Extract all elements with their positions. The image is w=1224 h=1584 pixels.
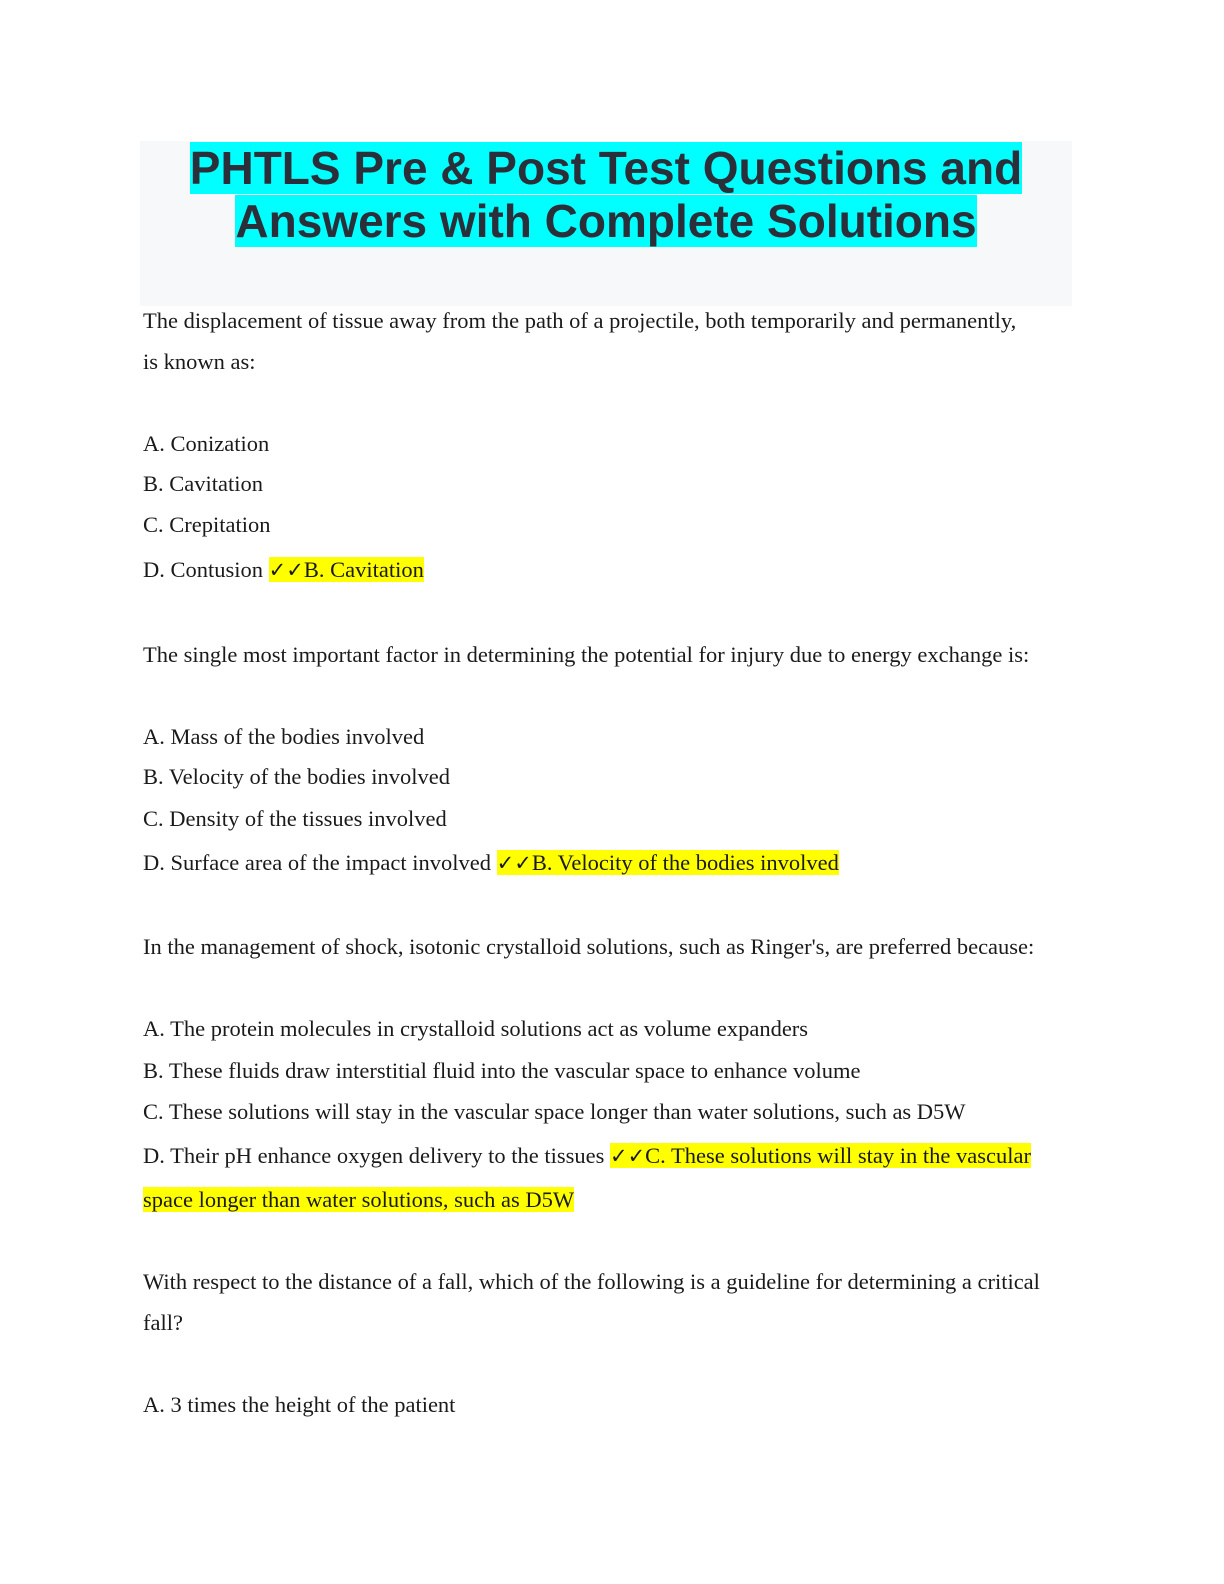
question-2-option-b: B. Velocity of the bodies involved — [143, 764, 451, 789]
title-line-1: PHTLS Pre & Post Test Questions and — [189, 142, 1023, 194]
question-2-text-line-1: The single most important factor in determining the potential for injury due to energy exchange is: — [143, 642, 1030, 667]
question-3-answer-text-1: C. These solutions will stay in the vascular — [645, 1143, 1031, 1168]
question-3-option-c: C. These solutions will stay in the vascular space longer than water solutions, such as D5W — [143, 1099, 966, 1124]
question-1-text-line-2: is known as: — [143, 349, 256, 374]
title-line-2: Answers with Complete Solutions — [235, 195, 977, 247]
question-2-answer — [497, 850, 839, 875]
question-1-answer-text: B. Cavitation — [303, 557, 424, 582]
question-2-option-d: D. Surface area of the impact involved — [143, 850, 497, 875]
question-1-text-line-1: The displacement of tissue away from the path of a projectile, both temporarily and permanently, — [143, 308, 1017, 333]
question-1-option-d: D. Contusion — [143, 557, 269, 582]
question-1-option-b: B. Cavitation — [143, 471, 263, 496]
page-title — [0, 142, 1212, 248]
question-3-text-line-1: In the management of shock, isotonic crystalloid solutions, such as Ringer's, are preferred because: — [143, 934, 1035, 959]
question-2-answer-text: B. Velocity of the bodies involved — [531, 850, 839, 875]
question-3-answer-line-1 — [610, 1143, 1031, 1168]
question-2-option-a: A. Mass of the bodies involved — [143, 724, 425, 749]
double-check-icon: ✓✓ — [268, 558, 304, 582]
question-1-option-a: A. Conization — [143, 431, 270, 456]
question-2-option-c: C. Density of the tissues involved — [143, 806, 447, 831]
question-4-text-line-1: With respect to the distance of a fall, which of the following is a guideline for determining a critical — [143, 1269, 1040, 1294]
question-3-answer-line-2-row — [143, 1185, 574, 1215]
question-3-option-d: D. Their pH enhance oxygen delivery to the tissues — [143, 1143, 610, 1168]
question-3-answer-line-2: space longer than water solutions, such as D5W — [143, 1187, 575, 1212]
question-1-answer — [269, 557, 424, 582]
question-4-text-line-2: fall? — [143, 1310, 183, 1335]
question-3-option-b: B. These fluids draw interstitial fluid into the vascular space to enhance volume — [143, 1058, 861, 1083]
question-1-option-c: C. Crepitation — [143, 512, 271, 537]
double-check-icon: ✓✓ — [496, 851, 532, 875]
double-check-icon: ✓✓ — [609, 1144, 646, 1168]
question-3-option-a: A. The protein molecules in crystalloid solutions act as volume expanders — [143, 1016, 809, 1041]
question-2-option-d-line — [143, 848, 839, 878]
question-4-option-a: A. 3 times the height of the patient — [143, 1392, 456, 1417]
question-3-option-d-line — [143, 1141, 1031, 1171]
question-1-option-d-line — [143, 555, 424, 585]
